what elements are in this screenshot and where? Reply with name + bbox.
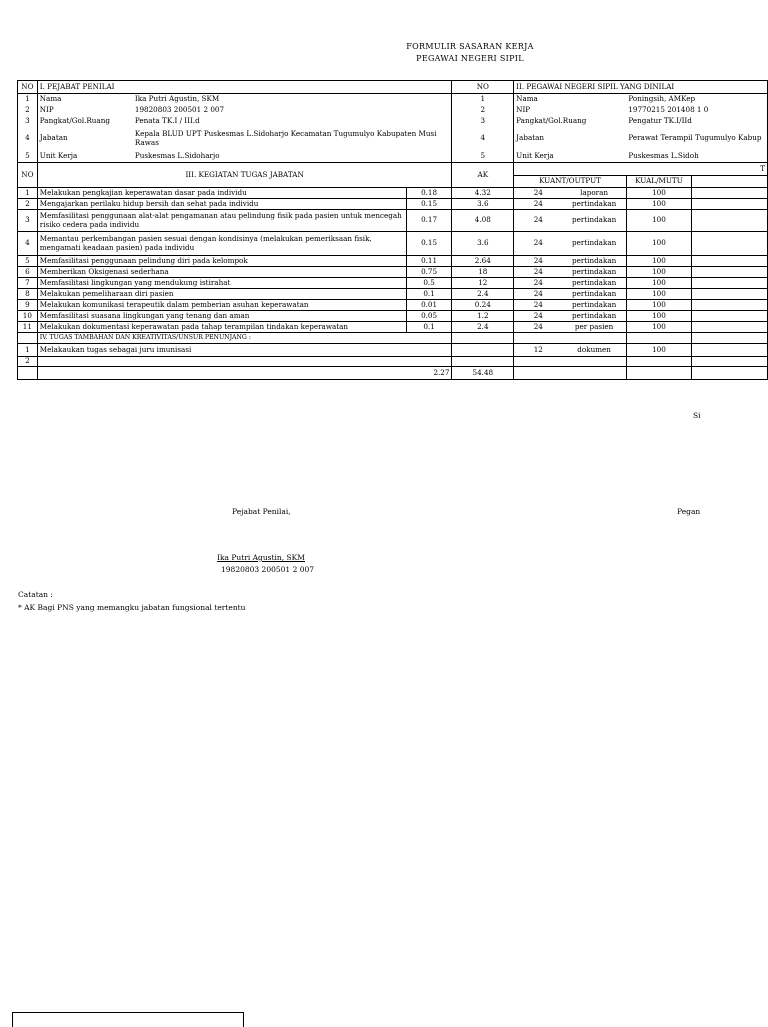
task-qty: 24 (514, 311, 563, 322)
task-qty: 24 (514, 300, 563, 311)
pegawai-label: Nama (514, 94, 627, 105)
task-name: Melakaukan tugas sebagai juru imunisasi (37, 344, 452, 357)
task-ak: 0.15 (406, 232, 452, 256)
task-total-ak: 1.2 (452, 311, 514, 322)
table-row: 2 (18, 357, 768, 367)
task-qty: 24 (514, 278, 563, 289)
pejabat-no-header: NO (18, 81, 38, 94)
task-kual: 100 (626, 256, 691, 267)
pejabat-label: Jabatan (37, 127, 133, 151)
table-row: 6 Memberikan Oksigenasi sederhana 0.75 18 24 pertindakan 100 (18, 267, 768, 278)
pejabat-section-header: I. PEJABAT PENILAI (37, 81, 452, 94)
task-kual: 100 (626, 267, 691, 278)
table-row: 1 Melakukan pengkajian keperawatan dasar pada individu 0.18 4.32 24 laporan 100 (18, 188, 768, 199)
task-total-ak: 2.4 (452, 322, 514, 333)
task-name: Melakukan komunikasi terapeutik dalam pemberian asuhan keperawatan (37, 300, 406, 311)
task-kual: 100 (626, 210, 691, 232)
ak-header: AK (452, 163, 514, 188)
table-row: 11 Melakukan dokumentasi keperawatan pada tahap terampilan tindakan keperawatan 0.1 2.4 24 per pasien 100 (18, 322, 768, 333)
task-kual: 100 (626, 199, 691, 210)
catatan-label: Catatan : (18, 590, 53, 599)
table-row: 3 Memfasilitasi penggunaan alat-alat pengamanan atau pelindung fisik pada pasien untuk mencegah risiko cedera pada individu 0.17 4.08 24 pertindakan 100 (18, 210, 768, 232)
task-ak: 0.75 (406, 267, 452, 278)
task-name: Memberikan Oksigenasi sederhana (37, 267, 406, 278)
task-ak: 0.11 (406, 256, 452, 267)
pegawai-no-header: NO (452, 81, 514, 94)
task-name: Memfasilitasi penggunaan pelindung diri pada kelompok (37, 256, 406, 267)
table-row: 5 Memfasilitasi penggunaan pelindung diri pada kelompok 0.11 2.64 24 pertindakan 100 (18, 256, 768, 267)
table-row: 9 Melakukan komunikasi terapeutik dalam pemberian asuhan keperawatan 0.01 0.24 24 pertindakan 100 (18, 300, 768, 311)
pegawai-value: Puskesmas L.Sidoh (626, 151, 767, 163)
task-ak: 0.1 (406, 322, 452, 333)
table-row: 2 Mengajarkan perilaku hidup bersih dan sehat pada individu 0.15 3.6 24 pertindakan 100 (18, 199, 768, 210)
kual-mutu-header: KUAL/MUTU (626, 176, 691, 188)
pejabat-label: Pangkat/Gol.Ruang (37, 116, 133, 127)
task-unit: pertindakan (562, 278, 626, 289)
task-unit: per pasien (562, 322, 626, 333)
pejabat-value: Penata TK.I / III.d (133, 116, 452, 127)
total-row (18, 367, 768, 380)
task-qty: 24 (514, 210, 563, 232)
task-name: Melakukan pengkajian keperawatan dasar pada individu (37, 188, 406, 199)
task-kual: 100 (626, 300, 691, 311)
task-ak: 0.01 (406, 300, 452, 311)
task-total-ak: 2.4 (452, 289, 514, 300)
task-kual: 100 (626, 188, 691, 199)
task-kual: 100 (626, 344, 691, 357)
task-name: Memfasilitasi penggunaan alat-alat pengamanan atau pelindung fisik pada pasien untuk mencegah risiko cedera pada individu (37, 210, 406, 232)
tambahan-title: IV. TUGAS TAMBAHAN DAN KREATIVITAS/UNSUR PENUNJANG : (37, 333, 452, 344)
pegawai-value: Pengatur TK.I/IId (626, 116, 767, 127)
task-name (37, 357, 452, 367)
target-header: T (514, 163, 768, 176)
task-qty: 24 (514, 267, 563, 278)
task-unit: pertindakan (562, 300, 626, 311)
table-row: 4 Memantau perkembangan pasien sesuai dengan kondisinya (melakukan pemeriksaan fisik, mengamati keadaan pasien) pada individu 0.15 3.6 24 pertindakan 100 (18, 232, 768, 256)
task-kual: 100 (626, 232, 691, 256)
task-qty: 24 (514, 289, 563, 300)
pejabat-value: 19820803 200501 2 007 (133, 105, 452, 116)
task-qty: 24 (514, 232, 563, 256)
task-total-ak: 18 (452, 267, 514, 278)
task-unit: pertindakan (562, 256, 626, 267)
kegiatan-no-header: NO (18, 163, 38, 188)
task-kual: 100 (626, 322, 691, 333)
task-kual: 100 (626, 278, 691, 289)
task-name: Memfasilitasi lingkungan yang mendukung istirahat (37, 278, 406, 289)
pegawai-value: 19770215 201408 1 0 (626, 105, 767, 116)
task-unit: pertindakan (562, 199, 626, 210)
tambahan-header-row (18, 333, 768, 344)
task-unit: pertindakan (562, 289, 626, 300)
pejabat-penilai-label: Pejabat Penilai, (232, 507, 291, 516)
task-qty: 24 (514, 199, 563, 210)
task-name: Mengajarkan perilaku hidup bersih dan sehat pada individu (37, 199, 406, 210)
table-row: 1 Melakaukan tugas sebagai juru imunisasi 12 dokumen 100 (18, 344, 768, 357)
identity-row: 4 Jabatan Kepala BLUD UPT Puskesmas L.Sidoharjo Kecamatan Tugumulyo Kabupaten Musi Rawas 4 Jabatan Perawat Terampil Tugumulyo Kabup (18, 127, 768, 151)
task-name: Melakukan dokumentasi keperawatan pada tahap terampilan tindakan keperawatan (37, 322, 406, 333)
task-ak: 0.1 (406, 289, 452, 300)
task-total-ak: 3.6 (452, 199, 514, 210)
task-qty: 24 (514, 322, 563, 333)
task-ak: 0.05 (406, 311, 452, 322)
pejabat-value: Ika Putri Agustin, SKM (133, 94, 452, 105)
task-ak: 0.5 (406, 278, 452, 289)
sum-total-ak: 54.48 (452, 367, 514, 380)
skp-table (17, 80, 768, 380)
pegawai-label: NIP (514, 105, 627, 116)
task-total-ak: 12 (452, 278, 514, 289)
task-total-ak: 4.32 (452, 188, 514, 199)
task-qty: 12 (514, 344, 563, 357)
sum-ak: 2.27 (37, 367, 452, 380)
pegawai-label: Jabatan (514, 127, 627, 151)
pegawai-label: Unit Kerja (514, 151, 627, 163)
form-title: FORMULIR SASARAN KERJA (406, 42, 534, 51)
task-kual: 100 (626, 289, 691, 300)
task-total-ak: 3.6 (452, 232, 514, 256)
kuant-output-header: KUANT/OUTPUT (514, 176, 627, 188)
signer-nip: 19820803 200501 2 007 (221, 565, 315, 574)
task-total-ak: 0.24 (452, 300, 514, 311)
task-name: Memantau perkembangan pasien sesuai dengan kondisinya (melakukan pemeriksaan fisik, mengamati keadaan pasien) pada individu (37, 232, 406, 256)
pejabat-value: Kepala BLUD UPT Puskesmas L.Sidoharjo Kecamatan Tugumulyo Kabupaten Musi Rawas (133, 127, 452, 151)
table-row: 7 Memfasilitasi lingkungan yang mendukung istirahat 0.5 12 24 pertindakan 100 (18, 278, 768, 289)
task-total-ak: 4.08 (452, 210, 514, 232)
signer-name: Ika Putri Agustin, SKM (217, 553, 305, 562)
task-name: Melakukan pemeliharaan diri pasien (37, 289, 406, 300)
task-ak: 0.15 (406, 199, 452, 210)
pegawai-label: Pangkat/Gol.Ruang (514, 116, 627, 127)
form-subtitle: PEGAWAI NEGERI SIPIL (416, 54, 524, 63)
identity-row: 2 NIP 19820803 200501 2 007 2 NIP 19770215 201408 1 0 (18, 105, 768, 116)
task-unit: laporan (562, 188, 626, 199)
identity-row: 1 Nama Ika Putri Agustin, SKM 1 Nama Poningsih, AMKep (18, 94, 768, 105)
catatan-note: * AK Bagi PNS yang memangku jabatan fungsional tertentu (18, 603, 246, 612)
pejabat-value: Puskesmas L.Sidoharjo (133, 151, 452, 163)
task-unit: pertindakan (562, 232, 626, 256)
task-unit: pertindakan (562, 210, 626, 232)
table-row: 8 Melakukan pemeliharaan diri pasien 0.1 2.4 24 pertindakan 100 (18, 289, 768, 300)
pegawai-section-header: II. PEGAWAI NEGERI SIPIL YANG DINILAI (514, 81, 768, 94)
task-unit: pertindakan (562, 267, 626, 278)
task-total-ak: 2.64 (452, 256, 514, 267)
task-name: Memfasilitasi suasana lingkungan yang tenang dan aman (37, 311, 406, 322)
kegiatan-title: III. KEGIATAN TUGAS JABATAN (37, 163, 452, 188)
bottom-box (12, 1012, 244, 1027)
task-ak: 0.18 (406, 188, 452, 199)
table-row: 10 Memfasilitasi suasana lingkungan yang tenang dan aman 0.05 1.2 24 pertindakan 100 (18, 311, 768, 322)
identity-row: 3 Pangkat/Gol.Ruang Penata TK.I / III.d 3 Pangkat/Gol.Ruang Pengatur TK.I/IId (18, 116, 768, 127)
pegawai-value: Perawat Terampil Tugumulyo Kabup (626, 127, 767, 151)
task-unit: dokumen (562, 344, 626, 357)
task-ak: 0.17 (406, 210, 452, 232)
identity-row: 5 Unit Kerja Puskesmas L.Sidoharjo 5 Unit Kerja Puskesmas L.Sidoh (18, 151, 768, 163)
empty-cell (692, 176, 768, 188)
pegawai-value: Poningsih, AMKep (626, 94, 767, 105)
task-unit: pertindakan (562, 311, 626, 322)
pegawai-label-fragment: Pegan (677, 507, 701, 516)
place-date-fragment: Si (693, 411, 701, 420)
pejabat-label: NIP (37, 105, 133, 116)
task-qty: 24 (514, 188, 563, 199)
task-qty: 24 (514, 256, 563, 267)
pejabat-label: Nama (37, 94, 133, 105)
pejabat-label: Unit Kerja (37, 151, 133, 163)
task-kual: 100 (626, 311, 691, 322)
